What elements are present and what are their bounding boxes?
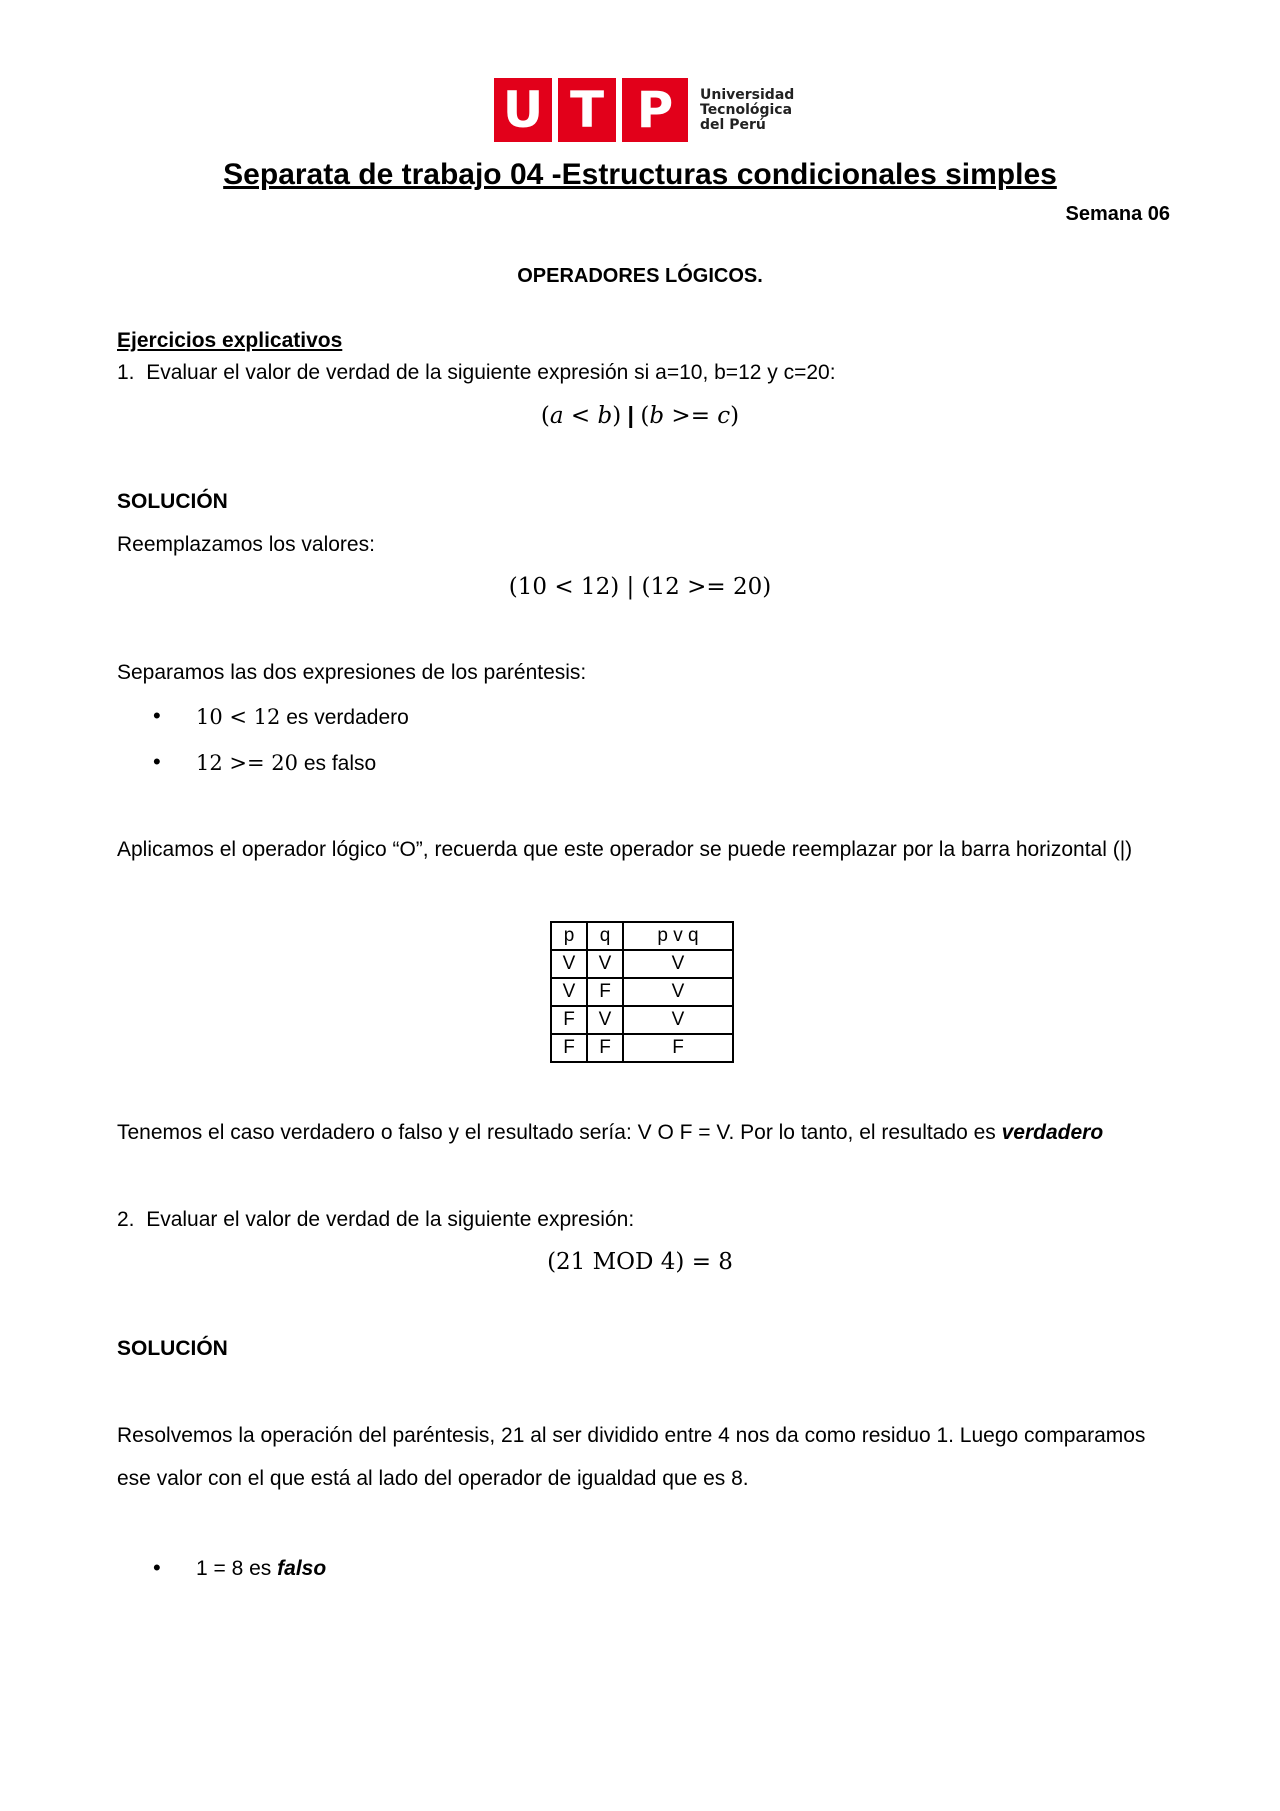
- ex1-number: 1.: [117, 361, 135, 384]
- ex2-paragraph-line-2: ese valor con el que está al lado del operador de igualdad que es 8.: [117, 1467, 749, 1490]
- ex2-statement: [117, 1208, 634, 1232]
- table-cell: V: [587, 1006, 623, 1034]
- logo-name-line: Universidad: [700, 86, 795, 103]
- ex2-number: 2.: [117, 1208, 135, 1231]
- table-cell: V: [551, 950, 587, 978]
- op-or-bar: |: [621, 402, 641, 428]
- document-title: Separata de trabajo 04 -Estructuras condicionales simples: [223, 158, 1057, 191]
- truth-table: [550, 921, 734, 1063]
- table-row: [551, 1034, 733, 1062]
- conclusion-text: Tenemos el caso verdadero o falso y el resultado sería: V O F = V. Por lo tanto, el resultado es: [117, 1121, 1002, 1144]
- table-row: [551, 950, 733, 978]
- ex2-paragraph-line-1: Resolvemos la operación del paréntesis, 21 al ser dividido entre 4 nos da como residuo 1. Luego comparamos: [117, 1424, 1146, 1447]
- table-header-cell: p v q: [623, 922, 733, 950]
- logo-letter-t: T: [558, 78, 616, 142]
- bullet-math: 12 >= 20: [196, 751, 298, 775]
- ex1-expression: [0, 402, 1280, 429]
- ex1-operator-text: Aplicamos el operador lógico “O”, recuerda que este operador se puede reemplazar por la barra horizontal (|): [117, 838, 1133, 861]
- section-heading: OPERADORES LÓGICOS.: [517, 265, 763, 287]
- ex1-conclusion: [117, 1121, 1103, 1145]
- table-cell: V: [623, 950, 733, 978]
- var-c: c: [717, 403, 731, 429]
- logo-letters: [494, 78, 688, 142]
- var-b: b: [597, 403, 613, 429]
- logo-letter-u: U: [494, 78, 552, 142]
- table-header-row: [551, 922, 733, 950]
- logo-letter-p: P: [622, 78, 688, 142]
- table-header-cell: p: [551, 922, 587, 950]
- bullet-dot: •: [153, 749, 161, 774]
- table-cell: V: [623, 978, 733, 1006]
- bullet-math: 10 < 12: [196, 705, 281, 729]
- paren: (: [540, 403, 550, 429]
- ex1-replaced-expression: (10 < 12) | (12 >= 20): [508, 574, 772, 600]
- bullet-text: es verdadero: [280, 706, 409, 729]
- table-cell: F: [551, 1034, 587, 1062]
- ex1-solution-label: SOLUCIÓN: [117, 490, 228, 513]
- ex1-bullet-2: [196, 751, 376, 776]
- ex2-statement-text: Evaluar el valor de verdad de la siguiente expresión:: [146, 1208, 635, 1231]
- table-cell: F: [587, 978, 623, 1006]
- ex2-bullet: [196, 1557, 326, 1581]
- table-cell: F: [551, 1006, 587, 1034]
- logo-university-name: [700, 88, 794, 133]
- ex2-expression: (21 MOD 4) = 8: [547, 1249, 733, 1275]
- week-label: Semana 06: [1065, 203, 1170, 225]
- ex1-statement: [117, 361, 836, 385]
- table-cell: F: [587, 1034, 623, 1062]
- table-cell: V: [623, 1006, 733, 1034]
- table-cell: F: [623, 1034, 733, 1062]
- paren: (: [640, 403, 650, 429]
- table-cell: V: [587, 950, 623, 978]
- paren: ): [612, 403, 622, 429]
- var-a: a: [549, 403, 564, 429]
- paren: ): [730, 403, 740, 429]
- ex2-solution-label: SOLUCIÓN: [117, 1337, 228, 1360]
- bullet-dot: •: [153, 1555, 161, 1580]
- ex1-replace-text: Reemplazamos los valores:: [117, 533, 375, 556]
- ex1-statement-text: Evaluar el valor de verdad de la siguiente expresión si a=10, b=12 y c=20:: [146, 361, 836, 384]
- conclusion-result: verdadero: [1001, 1121, 1104, 1144]
- logo-name-line: del Perú: [700, 116, 766, 133]
- bullet-text: es falso: [298, 752, 377, 775]
- table-row: [551, 1006, 733, 1034]
- op-lt: <: [563, 403, 598, 429]
- table-header-cell: q: [587, 922, 623, 950]
- op-ge: >=: [664, 403, 718, 429]
- var-b: b: [649, 403, 665, 429]
- utp-logo: [494, 78, 794, 142]
- ex1-separate-text: Separamos las dos expresiones de los paréntesis:: [117, 661, 587, 684]
- bullet-result: falso: [277, 1557, 327, 1580]
- table-cell: V: [551, 978, 587, 1006]
- table-row: [551, 978, 733, 1006]
- logo-name-line: Tecnológica: [700, 101, 793, 118]
- bullet-text: 1 = 8 es: [196, 1557, 278, 1580]
- exercises-heading: Ejercicios explicativos: [117, 329, 343, 352]
- ex1-bullet-1: [196, 705, 409, 730]
- bullet-dot: •: [153, 703, 161, 728]
